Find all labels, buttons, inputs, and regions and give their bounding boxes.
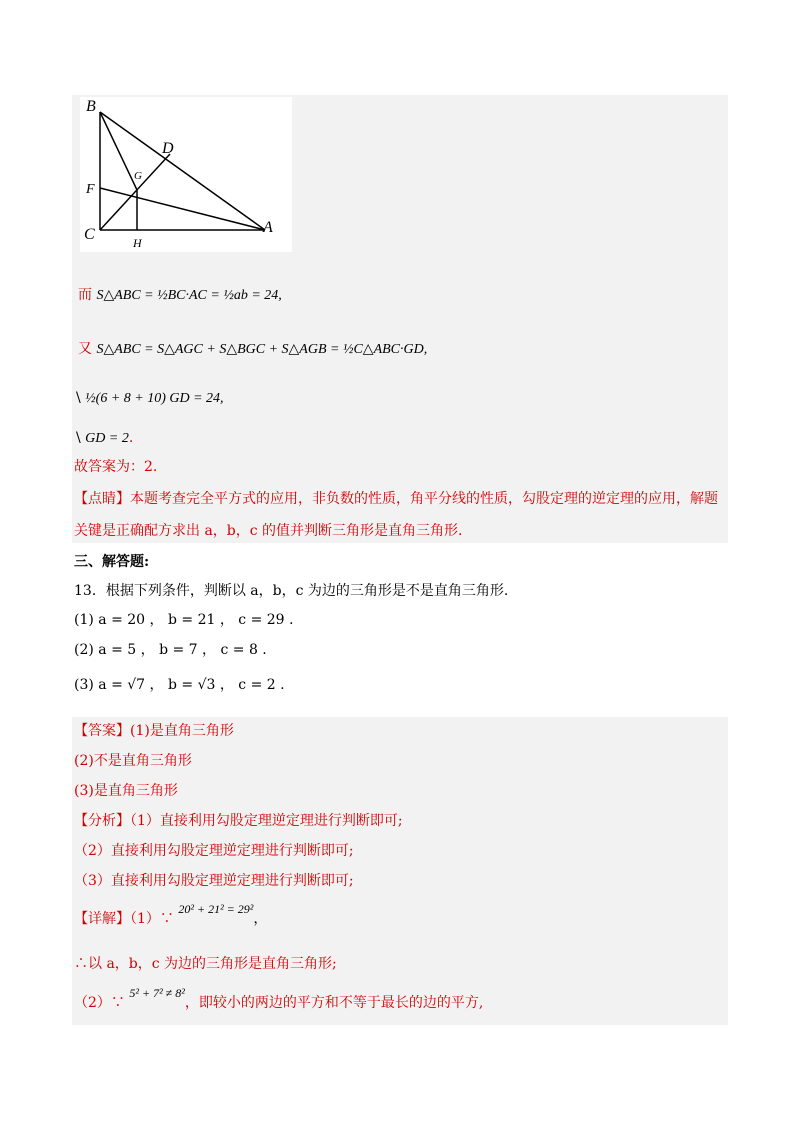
label-d: D: [162, 140, 174, 157]
label-a: A: [263, 219, 273, 236]
analysis-line-3: （3）直接利用勾股定理逆定理进行判断即可;: [74, 873, 354, 889]
analysis-line-1: 【分析】（1）直接利用勾股定理逆定理进行判断即可;: [74, 813, 403, 829]
question-13-part-3: (3) a = √7 ， b = √3 ， c = 2 .: [74, 677, 285, 693]
solution-line-3: \ ½(6 + 8 + 10) GD = 24,: [76, 390, 224, 406]
point-line-1: 【点睛】本题考查完全平方式的应用，非负数的性质，角平分线的性质，勾股定理的逆定理的应用，解题: [74, 491, 718, 507]
label-h: H: [133, 236, 142, 250]
label-c: C: [84, 226, 95, 243]
section-title: 三、解答题:: [74, 554, 150, 570]
question-13-stem: 13．根据下列条件，判断以 a，b，c 为边的三角形是不是直角三角形.: [74, 583, 509, 599]
analysis-line-2: （2）直接利用勾股定理逆定理进行判断即可;: [74, 843, 354, 859]
detail-line-1: 【详解】（1）∵ 20² + 21² = 29²，: [74, 902, 268, 927]
answer-line: 故答案为：2.: [74, 459, 158, 475]
detail-line-3: （2）∵ 5² + 7² ≠ 8²，即较小的两边的平方和不等于最长的边的平方,: [74, 986, 484, 1011]
point-line-2: 关键是正确配方求出 a，b，c 的值并判断三角形是直角三角形.: [74, 523, 463, 539]
solution-line-2: 又 S△ABC = S△AGC + S△BGC + S△AGB = ½C△ABC·GD,: [78, 341, 428, 357]
label-g: G: [134, 170, 142, 182]
question-13-part-2: (2) a = 5 ， b = 7 ， c = 8 .: [74, 642, 267, 658]
answer-line-3: (3)是直角三角形: [74, 783, 178, 799]
label-f: F: [86, 182, 95, 197]
triangle-figure: [80, 97, 292, 252]
solution-line-1: 而 S△ABC = ½BC·AC = ½ab = 24,: [78, 287, 282, 303]
solution-line-4: \ GD = 2.: [76, 430, 134, 446]
answer-line-2: (2)不是直角三角形: [74, 753, 192, 769]
label-b: B: [86, 98, 96, 115]
question-13-part-1: (1) a = 20 ， b = 21 ， c = 29 .: [74, 612, 294, 628]
answer-line-1: 【答案】(1)是直角三角形: [74, 723, 234, 739]
detail-line-2: ∴以 a，b，c 为边的三角形是直角三角形;: [74, 956, 337, 972]
